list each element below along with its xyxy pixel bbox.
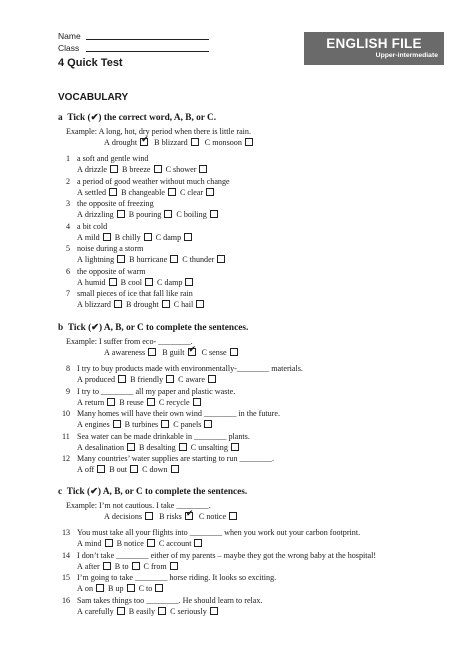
option-letter: C	[173, 300, 180, 309]
option-letter: B	[128, 606, 135, 616]
part-c-letter: c	[58, 487, 63, 497]
option-text: to	[122, 561, 129, 571]
answer-checkbox[interactable]	[103, 562, 111, 570]
option-text: turbines	[132, 420, 159, 429]
option-text: cool	[128, 277, 142, 287]
option-text: shower	[173, 165, 197, 174]
answer-checkbox[interactable]	[105, 539, 113, 547]
option-text: recycle	[166, 397, 190, 407]
answer-checkbox[interactable]	[154, 165, 162, 173]
question-options	[77, 188, 214, 197]
question-number: 9	[66, 386, 71, 396]
option-text: settled	[84, 187, 107, 197]
option-text: damp	[164, 277, 183, 287]
option-letter: B	[126, 300, 132, 309]
option-letter: C	[182, 255, 188, 264]
answer-checkbox[interactable]	[130, 465, 138, 473]
option-letter: A	[77, 442, 83, 452]
answer-checkbox[interactable]	[170, 255, 178, 263]
question-prompt: I’m going to take ________ horse riding. It looks so exciting.	[77, 573, 277, 582]
option-letter: A	[77, 397, 83, 407]
option-letter: B	[162, 348, 168, 357]
question-number: 14	[62, 550, 71, 560]
option-text: drought	[133, 300, 159, 309]
tick-icon: ✔	[141, 135, 149, 145]
question-prompt: the opposite of warm	[77, 266, 146, 276]
option-letter: A	[77, 187, 83, 197]
part-b-heading	[58, 322, 248, 333]
answer-checkbox[interactable]	[144, 233, 152, 241]
name-label: Name	[58, 31, 81, 41]
option-letter: A	[77, 584, 83, 593]
answer-checkbox[interactable]	[155, 584, 163, 592]
answer-checkbox[interactable]	[140, 135, 149, 146]
option-text: desalting	[146, 442, 176, 452]
question-number: 2	[66, 176, 71, 186]
answer-checkbox[interactable]	[145, 278, 153, 286]
answer-checkbox[interactable]	[210, 607, 218, 615]
test-title: 4 Quick Test	[58, 57, 123, 69]
option-text: easily	[136, 606, 156, 616]
option-letter: C	[204, 138, 211, 147]
question-options	[77, 443, 239, 452]
answer-checkbox[interactable]	[117, 210, 125, 218]
answer-checkbox[interactable]	[114, 300, 122, 308]
option-text: hurricane	[136, 255, 168, 264]
option-letter: A	[77, 375, 83, 384]
answer-checkbox[interactable]	[231, 443, 239, 451]
option-text: pouring	[136, 210, 162, 219]
option-letter: C	[201, 348, 207, 357]
option-text: notice	[206, 512, 227, 521]
option-text: guilt	[169, 348, 185, 357]
option-text: lightning	[84, 255, 115, 264]
answer-checkbox[interactable]	[158, 607, 166, 615]
question-prompt: a soft and gentle wind	[77, 154, 149, 163]
question-prompt: I don’t take ________ either of my parents – maybe they got the wrong baby at the hospital!	[77, 550, 377, 560]
answer-checkbox[interactable]	[132, 562, 140, 570]
answer-checkbox[interactable]	[230, 348, 238, 356]
question-prompt: Many homes will have their own wind ________ in the future.	[77, 409, 280, 418]
option-text: down	[149, 465, 168, 474]
question-options	[77, 210, 218, 219]
answer-checkbox[interactable]	[191, 138, 199, 146]
option-text: blizzard	[84, 300, 111, 309]
answer-checkbox[interactable]	[196, 300, 204, 308]
question-options	[77, 165, 207, 174]
question-prompt: Many countries’ water supplies are starting to run ________.	[77, 454, 274, 463]
answer-checkbox[interactable]	[179, 443, 187, 451]
question-prompt: a bit cold	[77, 221, 108, 231]
option-letter: C	[165, 165, 171, 174]
answer-checkbox[interactable]	[206, 188, 214, 196]
option-text: notice	[124, 539, 144, 548]
question-options	[77, 255, 225, 264]
answer-checkbox[interactable]	[170, 562, 178, 570]
option-letter: A	[77, 465, 83, 474]
option-letter: A	[77, 210, 83, 219]
part-b-example-options	[104, 345, 238, 357]
option-text: desalination	[84, 442, 124, 452]
question-options	[77, 420, 212, 429]
answer-checkbox[interactable]	[148, 348, 156, 356]
class-label: Class	[58, 43, 80, 53]
question-number: 10	[62, 409, 71, 418]
option-letter: A	[77, 232, 83, 242]
option-letter: B	[128, 210, 135, 219]
tick-icon: ✔	[185, 509, 194, 519]
question-number: 13	[62, 528, 71, 537]
option-letter: B	[108, 584, 114, 593]
option-text: reuse	[126, 397, 144, 407]
question-options	[77, 233, 192, 242]
question-number: 6	[66, 266, 71, 276]
answer-checkbox[interactable]	[166, 375, 174, 383]
option-text: awareness	[111, 348, 146, 357]
option-text: aware	[185, 375, 205, 384]
brand-level: Upper-intermediate	[375, 52, 438, 59]
option-text: out	[116, 465, 128, 474]
answer-checkbox[interactable]	[147, 398, 155, 406]
brand-badge	[304, 32, 444, 65]
answer-checkbox[interactable]	[117, 255, 125, 263]
answer-checkbox[interactable]	[118, 375, 126, 383]
question-prompt: Sea water can be made drinkable in ________ plants.	[77, 431, 250, 441]
question-prompt: I try to ________ all my paper and plastic waste.	[77, 386, 236, 396]
answer-checkbox[interactable]	[210, 210, 218, 218]
option-letter: B	[120, 277, 127, 287]
option-letter: C	[178, 375, 184, 384]
option-letter: B	[130, 375, 136, 384]
answer-checkbox[interactable]	[208, 375, 216, 383]
answer-checkbox[interactable]	[217, 255, 225, 263]
answer-checkbox[interactable]	[184, 233, 192, 241]
question-options	[77, 300, 204, 309]
option-letter: C	[198, 512, 205, 521]
question-options	[77, 278, 193, 287]
option-letter: C	[143, 561, 149, 571]
option-text: clear	[187, 187, 204, 197]
part-b-letter: b	[58, 323, 64, 333]
question-number: 3	[66, 199, 71, 208]
option-text: carefully	[84, 606, 114, 616]
answer-checkbox[interactable]	[168, 188, 176, 196]
option-text: panels	[180, 420, 202, 429]
question-prompt: a period of good weather without much change	[77, 176, 230, 186]
question-number: 1	[66, 154, 71, 163]
answer-checkbox[interactable]	[245, 138, 253, 146]
option-letter: A	[77, 606, 83, 616]
option-text: mild	[84, 232, 100, 242]
option-letter: B	[124, 420, 131, 429]
question-options	[77, 607, 218, 616]
option-text: drizzling	[84, 210, 114, 219]
answer-checkbox[interactable]	[161, 420, 169, 428]
option-text: drought	[111, 138, 138, 147]
answer-checkbox[interactable]	[199, 165, 207, 173]
option-text: boiling	[183, 210, 207, 219]
answer-checkbox[interactable]	[113, 420, 121, 428]
option-letter: B	[129, 255, 135, 264]
part-a-letter: a	[58, 113, 63, 123]
option-text: humid	[84, 277, 106, 287]
question-number: 5	[66, 244, 71, 253]
option-text: from	[150, 561, 167, 571]
option-letter: C	[176, 210, 182, 219]
option-text: produced	[84, 375, 116, 384]
question-options	[77, 465, 179, 474]
option-text: up	[115, 584, 124, 593]
option-text: decisions	[111, 512, 143, 521]
option-letter: A	[77, 165, 83, 174]
part-c-heading	[58, 486, 247, 497]
option-letter: A	[77, 255, 83, 264]
option-text: damp	[163, 232, 182, 242]
answer-checkbox[interactable]	[188, 345, 197, 356]
option-letter: A	[104, 512, 110, 521]
option-text: hail	[181, 300, 194, 309]
question-prompt: noise during a storm	[77, 244, 144, 253]
answer-checkbox[interactable]	[185, 278, 193, 286]
name-field[interactable]	[86, 39, 209, 40]
option-text: monsoon	[212, 138, 242, 147]
option-letter: B	[139, 442, 145, 452]
option-letter: C	[190, 442, 197, 452]
answer-checkbox[interactable]	[109, 278, 117, 286]
option-letter: C	[158, 539, 165, 548]
answer-checkbox[interactable]	[185, 509, 194, 520]
option-letter: C	[158, 397, 165, 407]
option-text: mind	[84, 539, 102, 548]
question-prompt: Sam takes things too ________. He should learn to relax.	[77, 595, 263, 605]
question-number: 7	[66, 289, 71, 298]
option-letter: C	[170, 606, 176, 616]
answer-checkbox[interactable]	[147, 539, 155, 547]
answer-checkbox[interactable]	[193, 398, 201, 406]
option-letter: B	[114, 561, 121, 571]
answer-checkbox[interactable]	[109, 188, 117, 196]
part-a-example-options	[104, 135, 253, 147]
option-text: on	[84, 584, 93, 593]
option-text: risks	[166, 512, 182, 521]
option-letter: A	[77, 561, 83, 571]
answer-checkbox[interactable]	[127, 584, 135, 592]
part-c-example-text: Example: I’m not cautious. I take ________.	[66, 501, 211, 510]
option-text: chilly	[122, 232, 141, 242]
option-text: to	[146, 584, 153, 593]
option-letter: B	[116, 539, 122, 548]
part-a-heading	[58, 112, 216, 123]
answer-checkbox[interactable]	[194, 539, 202, 547]
question-number: 4	[66, 221, 71, 231]
option-letter: B	[114, 232, 121, 242]
answer-checkbox[interactable]	[162, 300, 170, 308]
question-options	[77, 584, 163, 593]
option-letter: A	[77, 277, 83, 287]
question-options	[77, 375, 216, 384]
question-number: 16	[62, 595, 71, 605]
option-letter: B	[121, 165, 128, 174]
question-options	[77, 539, 202, 548]
option-text: drizzle	[84, 165, 107, 174]
option-text: sense	[209, 348, 227, 357]
part-a-instruction: Tick (✔) the correct word, A, B, or C.	[67, 113, 217, 123]
option-letter: A	[104, 138, 110, 147]
answer-checkbox[interactable]	[204, 420, 212, 428]
option-letter: C	[138, 584, 145, 593]
option-text: engines	[84, 420, 110, 429]
option-text: off	[84, 465, 95, 474]
answer-checkbox[interactable]	[103, 233, 111, 241]
option-letter: B	[159, 512, 165, 521]
option-text: thunder	[189, 255, 215, 264]
answer-checkbox[interactable]	[117, 607, 125, 615]
option-letter: A	[104, 348, 110, 357]
option-letter: B	[154, 138, 160, 147]
option-text: after	[84, 561, 100, 571]
question-prompt: You must take all your flights into ________ when you work out your carbon footprint.	[77, 528, 361, 537]
question-number: 11	[62, 431, 70, 441]
answer-checkbox[interactable]	[97, 465, 105, 473]
brand-title: ENGLISH FILE	[326, 36, 422, 51]
answer-checkbox[interactable]	[110, 165, 118, 173]
option-text: changeable	[128, 187, 165, 197]
question-number: 15	[62, 573, 71, 582]
option-text: blizzard	[161, 138, 188, 147]
option-letter: C	[173, 420, 179, 429]
answer-checkbox[interactable]	[127, 443, 135, 451]
option-letter: B	[119, 397, 125, 407]
question-prompt: the opposite of freezing	[77, 199, 154, 208]
option-letter: A	[77, 539, 83, 548]
answer-checkbox[interactable]	[164, 210, 172, 218]
part-c-example-options	[104, 509, 237, 521]
class-field[interactable]	[86, 51, 209, 52]
answer-checkbox[interactable]	[145, 512, 153, 520]
question-prompt: I try to buy products made with environmentally-________ materials.	[77, 364, 303, 373]
question-options	[77, 562, 178, 571]
option-letter: C	[179, 187, 186, 197]
part-b-instruction: Tick (✔) A, B, or C to complete the sentences.	[67, 323, 249, 333]
option-text: account	[166, 539, 192, 548]
option-letter: A	[77, 300, 83, 309]
option-letter: C	[157, 277, 163, 287]
question-number: 8	[66, 364, 71, 373]
tick-icon: ✔	[188, 345, 197, 355]
option-letter: B	[121, 187, 127, 197]
answer-checkbox[interactable]	[171, 465, 179, 473]
option-letter: B	[109, 465, 115, 474]
option-text: seriously	[177, 606, 207, 616]
answer-checkbox[interactable]	[107, 398, 115, 406]
question-prompt: small pieces of ice that fall like rain	[77, 289, 193, 298]
answer-checkbox[interactable]	[96, 584, 104, 592]
option-text: breeze	[129, 165, 151, 174]
option-text: friendly	[137, 375, 164, 384]
section-title: VOCABULARY	[58, 92, 129, 103]
option-text: return	[84, 397, 105, 407]
question-options	[77, 398, 201, 407]
option-text: unsalting	[198, 442, 228, 452]
part-b-example-text: Example: I suffer from eco- ________.	[66, 337, 193, 346]
option-letter: A	[77, 420, 83, 429]
part-a-example-text: Example: A long, hot, dry period when there is little rain.	[66, 127, 251, 136]
answer-checkbox[interactable]	[229, 512, 237, 520]
option-letter: C	[142, 465, 148, 474]
part-c-instruction: Tick (✔) A, B, or C to complete the sentences.	[66, 487, 248, 497]
option-letter: C	[155, 232, 162, 242]
question-number: 12	[62, 454, 71, 463]
